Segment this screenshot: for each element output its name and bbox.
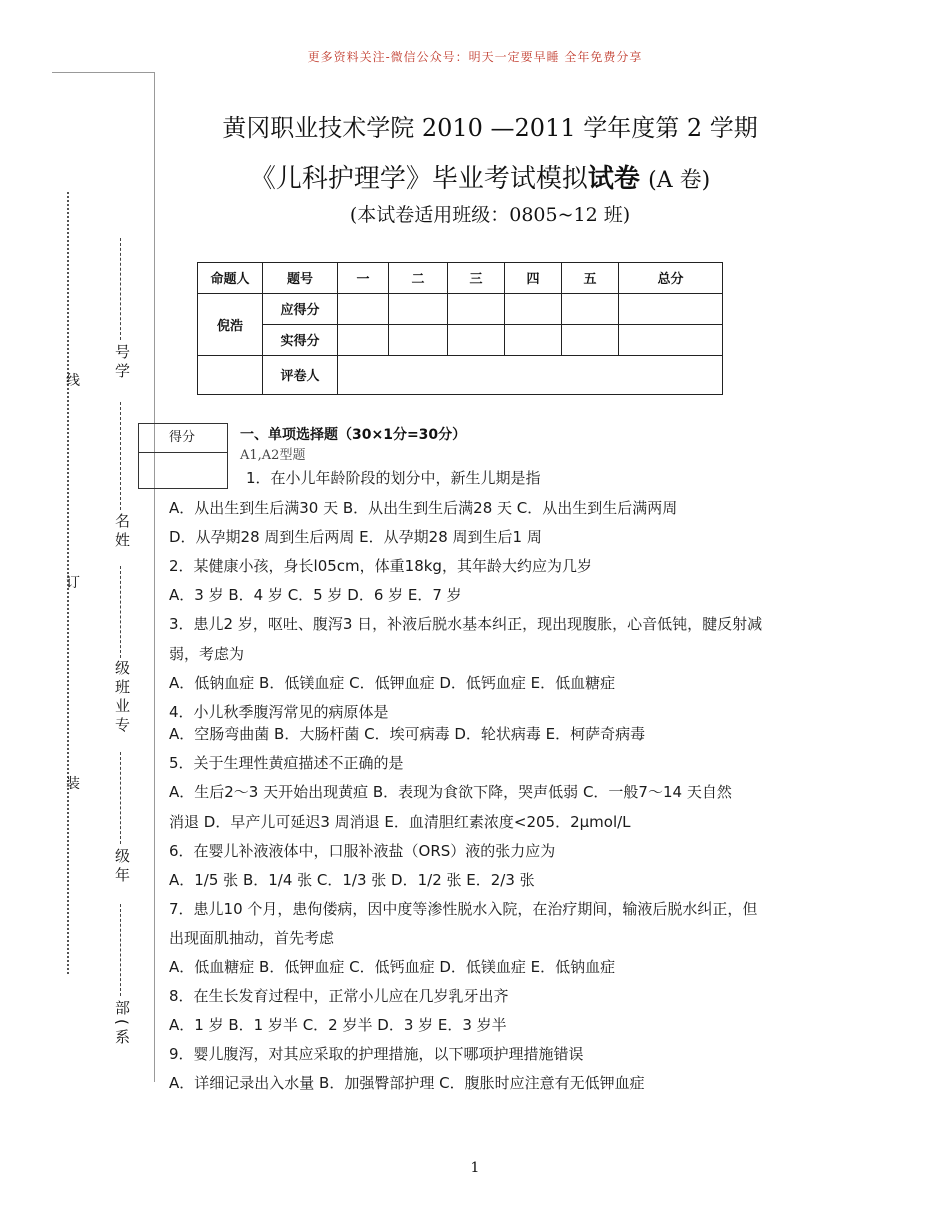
question-line: 2．某健康小孩，身长l05cm，体重18kg，其年龄大约应为几岁 bbox=[169, 557, 592, 575]
author-name-cell: 倪浩 bbox=[198, 293, 263, 355]
empty-cell bbox=[198, 355, 263, 394]
actual-score-row bbox=[198, 324, 723, 355]
col-header-2: 二 bbox=[389, 263, 448, 294]
binding-label-zhuang: 装 bbox=[66, 776, 80, 792]
question-line: A．1/5 张 B．1/4 张 C．1/3 张 D．1/2 张 E．2/3 张 bbox=[169, 871, 535, 889]
question-line: 9．婴儿腹泻，对其应采取的护理措施，以下哪项护理措施错误 bbox=[169, 1045, 584, 1063]
score-cell[interactable] bbox=[389, 324, 448, 355]
score-cell[interactable] bbox=[448, 293, 505, 324]
binding-label-xian: 线 bbox=[66, 373, 80, 389]
question-line: 8．在生长发育过程中，正常小儿应在几岁乳牙出齐 bbox=[169, 987, 509, 1005]
question-line: 出现面肌抽动，首先考虑 bbox=[169, 929, 335, 947]
score-cell[interactable] bbox=[562, 293, 619, 324]
exam-title bbox=[0, 158, 950, 195]
question-line: 4．小儿秋季腹泻常见的病原体是 bbox=[169, 703, 389, 721]
binding-label-ding: 订 bbox=[66, 575, 80, 591]
department-blank bbox=[120, 904, 121, 996]
question-line: 7．患儿10 个月，患佝偻病，因中度等渗性脱水入院，在治疗期间，输液后脱水纠正，但 bbox=[169, 900, 758, 918]
question-line: A．生后2～3 天开始出现黄疸 B．表现为食欲下降，哭声低弱 C．一般7～14 天自然 bbox=[169, 783, 732, 801]
section-score-label: 得分 bbox=[139, 424, 227, 453]
question-line: 6．在婴儿补液液体中，口服补液盐（ORS）液的张力应为 bbox=[169, 842, 556, 860]
student-id-blank bbox=[120, 238, 121, 340]
page-number: 1 bbox=[470, 1160, 480, 1176]
exam-title-suffix: (A 卷) bbox=[648, 168, 711, 193]
promo-banner: 更多资料关注-微信公众号：明天一定要早睡 全年免费分享 bbox=[307, 50, 643, 64]
question-line: A．从出生到生后满30 天 B．从出生到生后满28 天 C．从出生到生后满两周 bbox=[169, 499, 678, 517]
score-cell[interactable] bbox=[389, 293, 448, 324]
score-cell[interactable] bbox=[562, 324, 619, 355]
class-major-blank bbox=[120, 566, 121, 658]
exam-title-bold: 试卷 bbox=[587, 164, 640, 194]
student-name-blank bbox=[120, 402, 121, 510]
class-major-label: 级班业专 bbox=[113, 660, 131, 736]
section-title: 一、单项选择题（30×1分=30分） bbox=[240, 427, 467, 443]
section-score-input[interactable] bbox=[139, 453, 227, 487]
author-label-cell: 命题人 bbox=[198, 263, 263, 294]
exam-applicable-classes: (本试卷适用班级：0805~12 班) bbox=[349, 204, 631, 226]
question-line: A．空肠弯曲菌 B．大肠杆菌 C．埃可病毒 D．轮状病毒 E．柯萨奇病毒 bbox=[169, 725, 646, 743]
question-line: A．1 岁 B．1 岁半 C．2 岁半 D．3 岁 E．3 岁半 bbox=[169, 1016, 507, 1034]
question-line: 1．在小儿年龄阶段的划分中，新生儿期是指 bbox=[246, 469, 541, 487]
col-header-5: 五 bbox=[562, 263, 619, 294]
col-header-total: 总分 bbox=[619, 263, 723, 294]
score-cell[interactable] bbox=[619, 293, 723, 324]
grader-cell[interactable] bbox=[338, 355, 723, 394]
exam-title-main: 《儿科护理学》毕业考试模拟 bbox=[249, 164, 588, 194]
expected-score-row bbox=[198, 293, 723, 324]
question-line: A．低钠血症 B．低镁血症 C．低钾血症 D．低钙血症 E．低血糖症 bbox=[169, 674, 616, 692]
actual-score-label: 实得分 bbox=[263, 324, 338, 355]
score-cell[interactable] bbox=[619, 324, 723, 355]
question-line: 消退 D．早产儿可延迟3 周消退 E．血清胆红素浓度<205．2μmol/L bbox=[169, 813, 631, 831]
question-line: A．详细记录出入水量 B．加强臀部护理 C．腹胀时应注意有无低钾血症 bbox=[169, 1074, 645, 1092]
exam-header-line1: 黄冈职业技术学院 2010 —2011 学年度第 2 学期 bbox=[222, 114, 758, 142]
score-cell[interactable] bbox=[338, 324, 389, 355]
score-cell[interactable] bbox=[505, 324, 562, 355]
grader-row bbox=[198, 355, 723, 394]
department-label: 部(系 bbox=[113, 1000, 131, 1048]
grader-label: 评卷人 bbox=[263, 355, 338, 394]
score-table bbox=[197, 262, 723, 395]
col-header-1: 一 bbox=[338, 263, 389, 294]
margin-vertical-rule bbox=[154, 72, 155, 1082]
grade-blank bbox=[120, 752, 121, 844]
section-subtitle: A1,A2型题 bbox=[240, 448, 306, 463]
question-line: D．从孕期28 周到生后两周 E．从孕期28 周到生后1 周 bbox=[169, 528, 542, 546]
question-line: 5．关于生理性黄疸描述不正确的是 bbox=[169, 754, 404, 772]
score-table-header-row bbox=[198, 263, 723, 294]
grade-label: 级年 bbox=[113, 848, 131, 886]
question-line: 3．患儿2 岁，呕吐、腹泻3 日，补液后脱水基本纠正，现出现腹胀，心音低钝，腱反射减 bbox=[169, 615, 763, 633]
margin-top-rule bbox=[52, 72, 154, 73]
question-line: A．3 岁 B．4 岁 C．5 岁 D．6 岁 E．7 岁 bbox=[169, 586, 462, 604]
score-cell[interactable] bbox=[505, 293, 562, 324]
score-cell[interactable] bbox=[338, 293, 389, 324]
question-line: A．低血糖症 B．低钾血症 C．低钙血症 D．低镁血症 E．低钠血症 bbox=[169, 958, 616, 976]
section-score-box bbox=[138, 423, 228, 489]
question-line: 弱，考虑为 bbox=[169, 645, 245, 663]
col-header-3: 三 bbox=[448, 263, 505, 294]
student-id-label: 号学 bbox=[113, 344, 131, 382]
expected-score-label: 应得分 bbox=[263, 293, 338, 324]
student-name-label: 名姓 bbox=[113, 513, 131, 551]
question-number-header: 题号 bbox=[263, 263, 338, 294]
score-cell[interactable] bbox=[448, 324, 505, 355]
col-header-4: 四 bbox=[505, 263, 562, 294]
